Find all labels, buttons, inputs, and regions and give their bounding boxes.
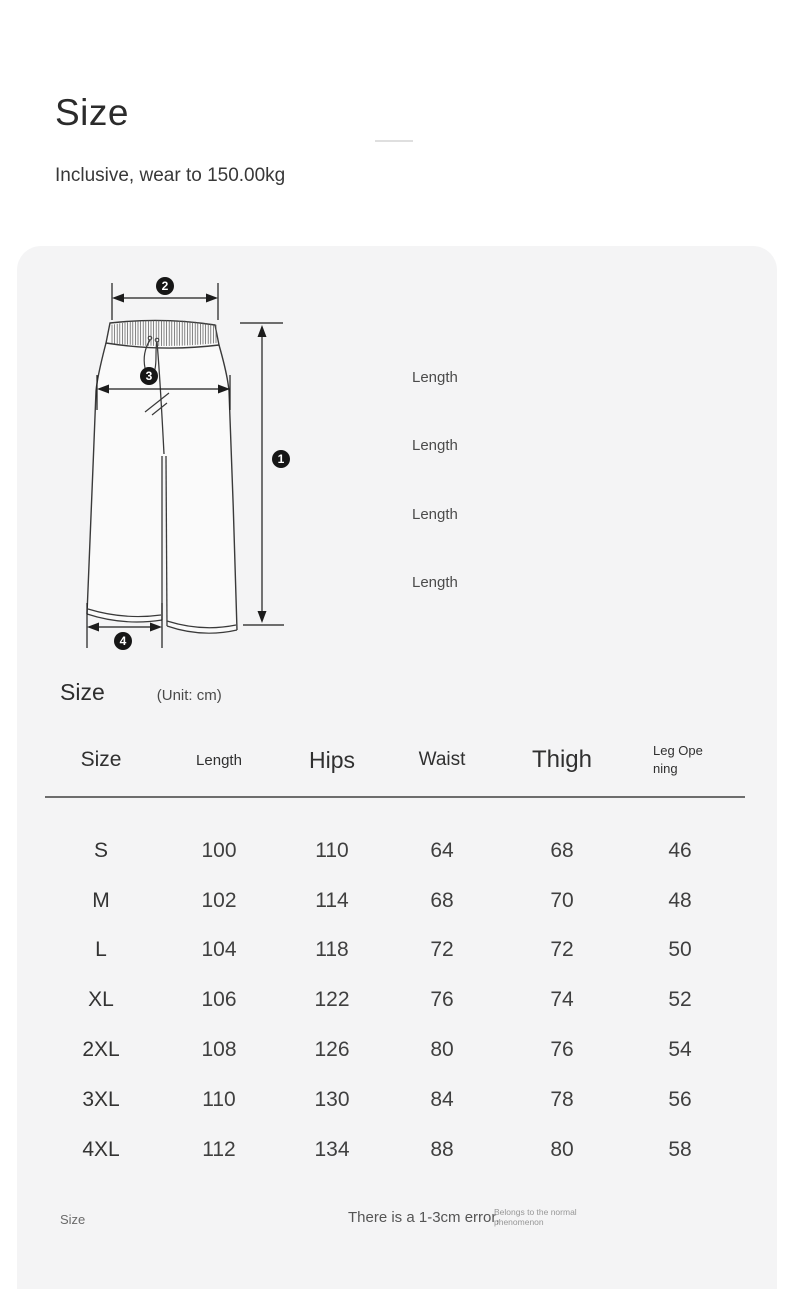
table-cell: 76 [430,988,454,1012]
table-row [50,1075,742,1125]
table-cell: 80 [550,1137,574,1161]
legend-item-length-1: Length [412,369,458,386]
table-cell: 118 [315,938,349,962]
table-cell: 50 [668,938,692,962]
table-cell: 52 [668,988,692,1012]
size-table-title: Size [60,679,105,705]
table-cell: L [95,938,107,962]
svg-text:3: 3 [145,369,153,383]
table-cell: XL [88,988,114,1012]
table-body [50,826,742,1175]
table-cell: 72 [550,938,574,962]
column-header-size: Size [80,748,122,771]
table-cell: 68 [430,888,454,912]
page-subtitle: Inclusive, wear to 150.00kg [55,165,286,186]
marker-3-badge [140,367,158,385]
table-cell: 110 [315,838,349,862]
table-cell: 102 [201,888,237,912]
table-cell: M [92,888,110,912]
column-header-waist: Waist [418,749,466,770]
legend-item-length-4: Length [412,574,458,591]
table-row [50,1125,742,1175]
table-cell: 106 [201,988,237,1012]
table-row [50,926,742,976]
table-cell: S [93,838,108,862]
table-cell: 114 [315,888,349,912]
table-cell: 126 [314,1038,350,1062]
marker-1-arrow [240,323,284,625]
table-row [50,975,742,1025]
table-cell: 74 [550,988,574,1012]
column-header-length: Length [196,751,242,769]
table-row [50,826,742,876]
table-cell: 122 [314,988,350,1012]
table-cell: 110 [202,1087,236,1111]
column-header-thigh: Thigh [531,746,593,773]
table-cell: 134 [314,1137,350,1161]
table-cell: 78 [550,1087,574,1111]
table-cell: 48 [668,888,692,912]
table-cell: 84 [430,1087,454,1111]
pants-measurement-diagram [17,246,337,666]
column-header-leg-opening: Leg Opening [653,743,703,776]
table-cell: 112 [202,1137,236,1161]
table-cell: 70 [550,888,574,912]
table-cell: 76 [550,1038,574,1062]
svg-text:2: 2 [161,279,169,293]
table-cell: 56 [668,1087,692,1111]
table-cell: 100 [201,838,237,862]
table-header-divider [45,796,745,798]
table-cell: 88 [430,1137,454,1161]
column-header-hips: Hips [308,746,355,773]
table-cell: 2XL [82,1038,120,1062]
svg-text:1: 1 [277,452,285,466]
artifact-dash [375,140,413,142]
legend-item-length-2: Length [412,437,458,454]
footer-label: Size [60,1212,86,1227]
table-cell: 80 [430,1038,454,1062]
footer-error-note: There is a 1-3cm error, [348,1209,500,1226]
table-header-row [50,734,742,786]
size-chart-card [17,246,777,1289]
table-cell: 46 [668,838,692,862]
table-cell: 108 [201,1038,237,1062]
waistband-ribbing [112,320,216,346]
table-cell: 104 [201,938,237,962]
table-cell: 4XL [82,1137,120,1161]
table-cell: 68 [550,838,574,862]
table-cell: 72 [430,938,454,962]
table-row [50,876,742,926]
table-cell: 54 [668,1038,692,1062]
table-cell: 64 [430,838,454,862]
marker-1-badge [272,450,290,468]
footer-error-note-small: Belongs to the normal phenomenon [494,1207,577,1227]
table-cell: 130 [314,1087,350,1111]
svg-text:4: 4 [119,634,127,648]
table-cell: 3XL [82,1087,120,1111]
marker-2-badge [156,277,174,295]
table-row [50,1025,742,1075]
page-title: Size [55,92,129,133]
table-cell: 58 [668,1137,692,1161]
size-table-unit: (Unit: cm) [156,687,222,704]
size-table-heading [60,679,222,706]
legend-item-length-3: Length [412,506,458,523]
marker-4-badge [114,632,132,650]
